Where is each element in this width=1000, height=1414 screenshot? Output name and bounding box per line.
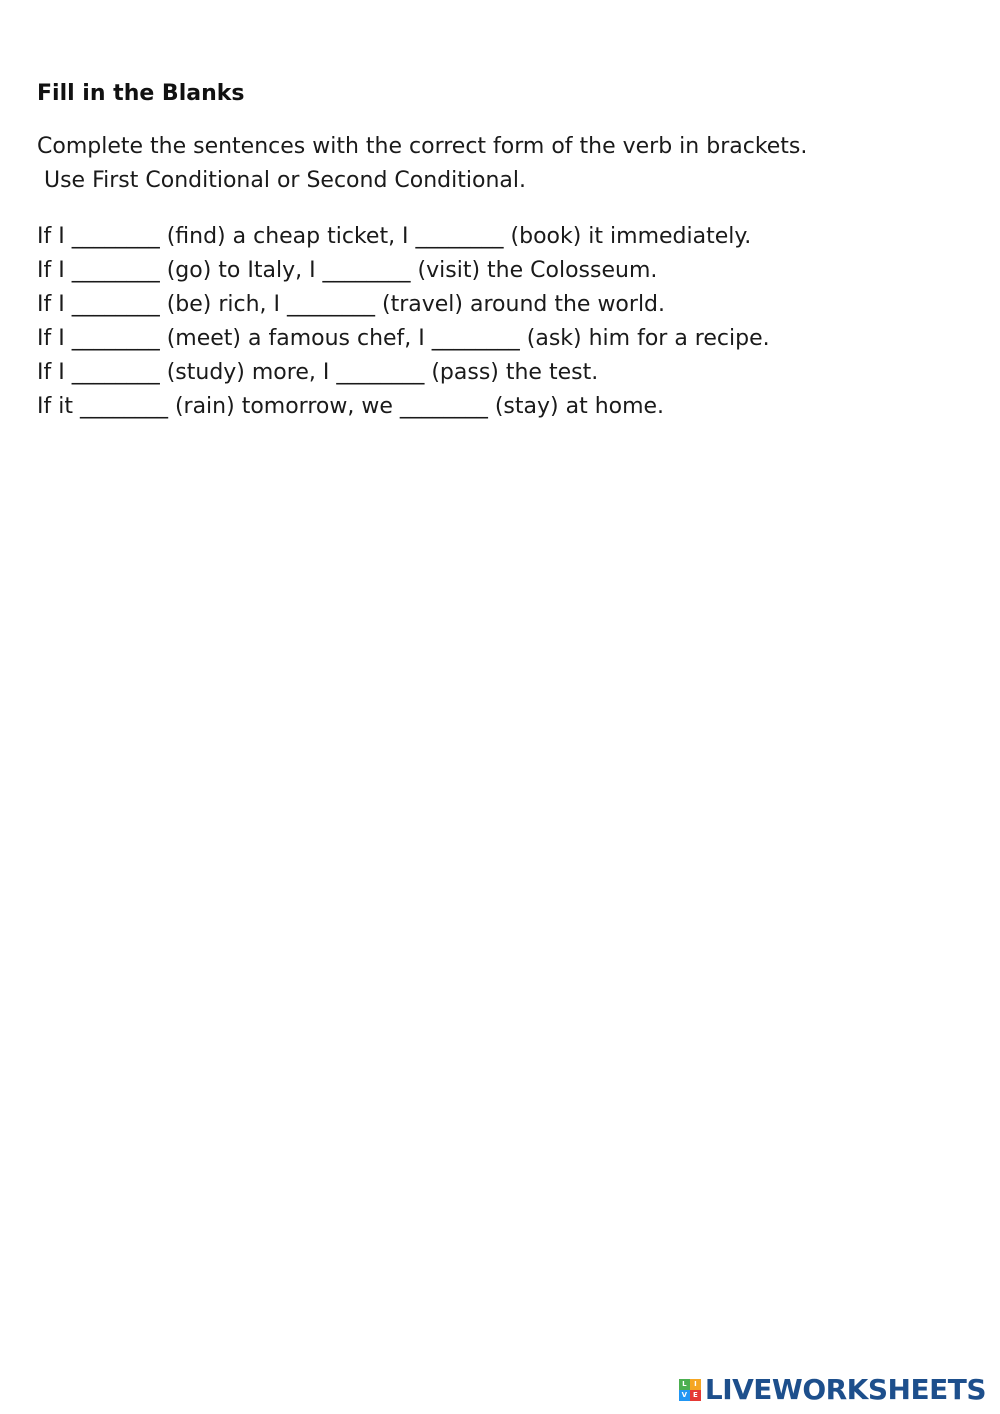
instruction-line: Use First Conditional or Second Conditional. bbox=[37, 168, 526, 193]
instructions bbox=[37, 130, 977, 198]
instruction-line: Complete the sentences with the correct form of the verb in brackets. bbox=[37, 134, 808, 159]
worksheet bbox=[37, 78, 977, 424]
sentence-item: If I ________ (go) to Italy, I ________ (visit) the Colosseum. bbox=[37, 258, 658, 283]
sentence-item: If I ________ (study) more, I ________ (pass) the test. bbox=[37, 360, 599, 385]
sentence-list bbox=[37, 220, 977, 424]
brand-name: LIVEWORKSHEETS bbox=[704, 1373, 986, 1406]
sentence-item: If I ________ (meet) a famous chef, I ________ (ask) him for a recipe. bbox=[37, 326, 770, 351]
sentence-item: If I ________ (find) a cheap ticket, I ________ (book) it immediately. bbox=[37, 224, 752, 249]
sentence-item: If I ________ (be) rich, I ________ (travel) around the world. bbox=[37, 292, 666, 317]
brand-logo bbox=[679, 1373, 986, 1406]
sentence-item: If it ________ (rain) tomorrow, we ________ (stay) at home. bbox=[37, 394, 665, 419]
liveworksheets-logo-icon: L I V E bbox=[679, 1379, 701, 1401]
worksheet-title: Fill in the Blanks bbox=[37, 81, 245, 106]
